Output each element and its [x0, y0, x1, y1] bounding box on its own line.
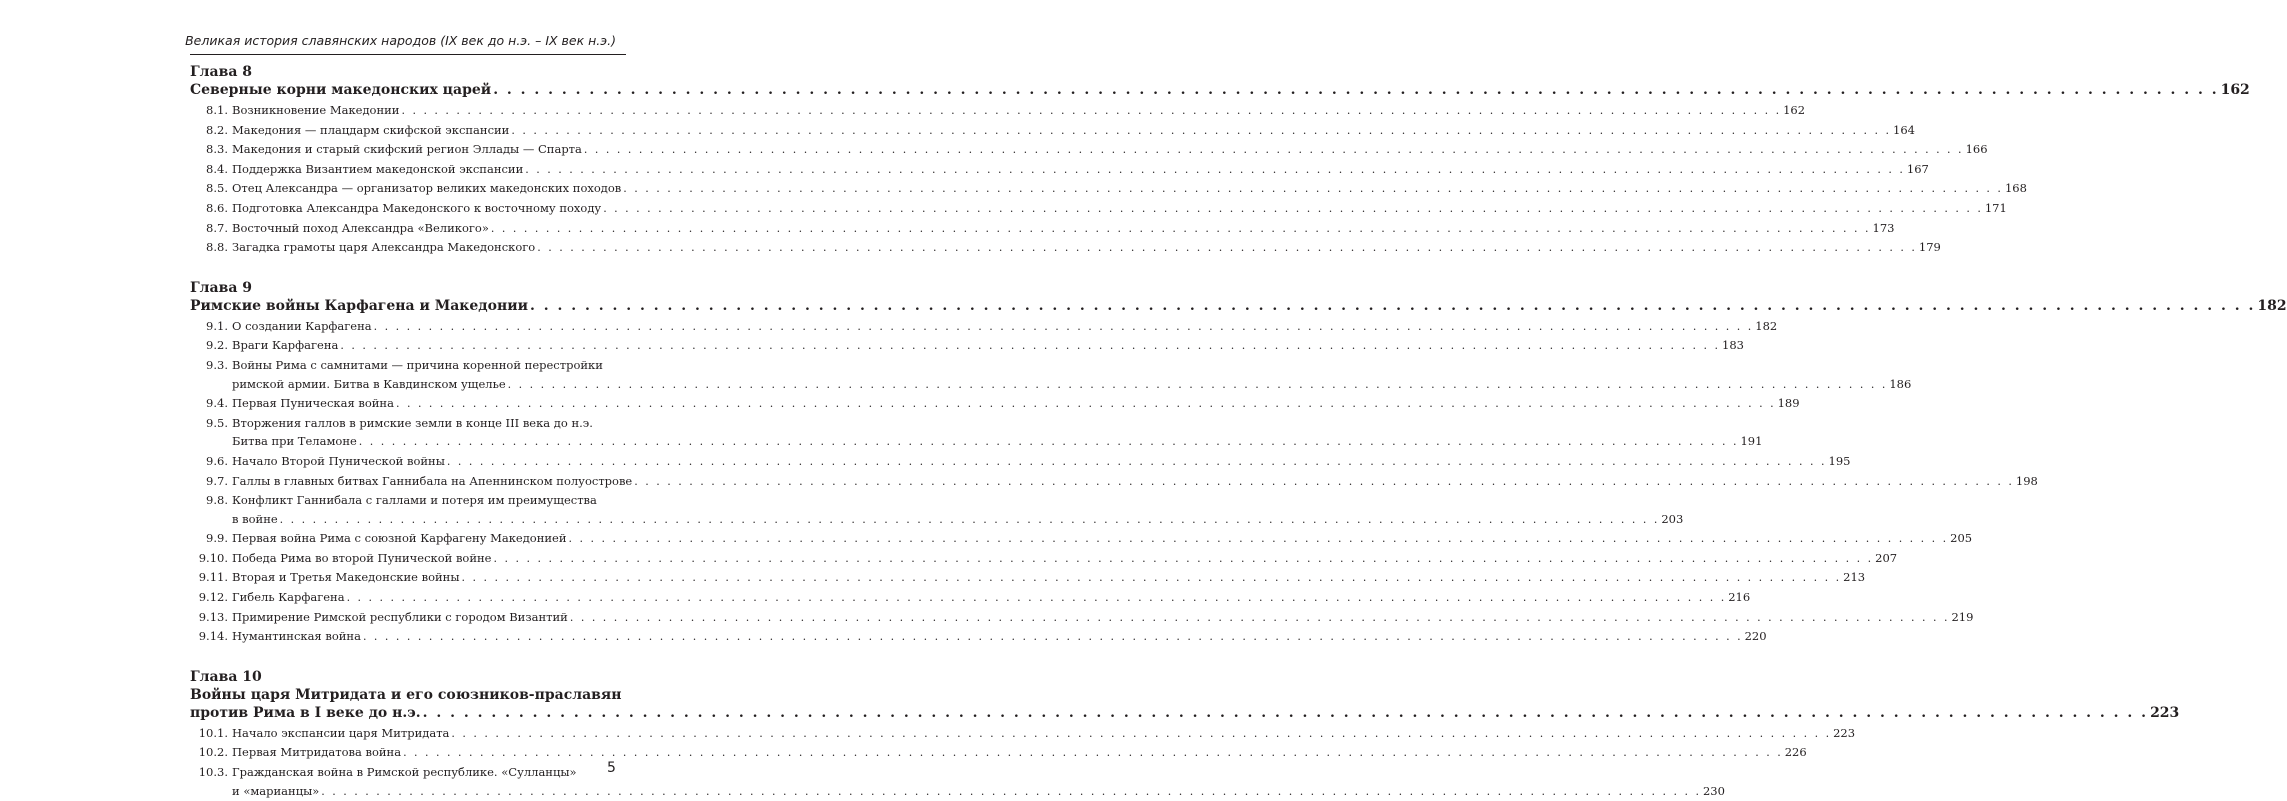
entry-number: 8.1. [206, 103, 228, 117]
entry-row [232, 782, 1725, 801]
toc-entry[interactable] [190, 140, 1988, 160]
entry-row [232, 179, 2027, 199]
entry-body [232, 238, 1941, 258]
toc-entry[interactable] [190, 336, 1744, 356]
entry-body [232, 219, 1894, 239]
entry-number: 10.3. [198, 765, 228, 780]
chapter-title-line[interactable]: Войны царя Митридата и его союзников-праславян [190, 686, 622, 703]
toc-entry[interactable] [190, 472, 2038, 492]
entry-row [232, 529, 1972, 549]
chapter-title[interactable]: Римские войны Карфагена и Македонии [190, 297, 528, 314]
entry-page: 167 [1906, 161, 1929, 176]
entry-number: 10.1. [198, 725, 228, 740]
entry-row [232, 549, 1897, 569]
entry-body [232, 588, 1750, 608]
entry-title[interactable]: Битва при Теламоне [232, 434, 357, 449]
entry-page: 191 [1740, 434, 1763, 449]
entry-body [232, 101, 1805, 121]
entry-page: 186 [1889, 376, 1912, 391]
entry-body [232, 179, 2027, 199]
entry-body [232, 491, 1683, 529]
entry-page: 213 [1843, 570, 1866, 585]
entry-body [232, 724, 1855, 744]
entry-number: 9.8. [206, 493, 228, 508]
entry-body [232, 452, 1850, 472]
dot-leader [340, 337, 1720, 356]
chapter-page: 223 [2150, 704, 2180, 721]
entry-body [232, 608, 1973, 628]
chapter-page: 182 [2257, 297, 2287, 314]
entry-body [232, 336, 1744, 356]
entry-number: 8.6. [206, 200, 228, 215]
toc-entry[interactable] [190, 414, 1763, 452]
dot-leader [359, 433, 1739, 452]
entry-row [232, 394, 1800, 414]
entry-row [232, 608, 1973, 628]
toc-entry[interactable] [190, 394, 1800, 414]
dot-leader [401, 102, 1781, 121]
entry-number: 9.12. [198, 590, 228, 605]
entry-page: 219 [1951, 609, 1974, 624]
dot-leader [530, 297, 2255, 315]
entry-row [232, 588, 1750, 608]
entry-body [232, 356, 1911, 394]
toc-entry[interactable] [190, 568, 1866, 588]
entry-title[interactable]: Подготовка Александра Македонского к восточному походу [232, 200, 602, 215]
entry-page: 195 [1828, 453, 1851, 468]
entry-row [232, 238, 1941, 258]
entry-row [232, 121, 1915, 141]
toc-entry[interactable] [190, 588, 1751, 608]
dot-leader [363, 628, 1743, 647]
toc-entry[interactable] [190, 179, 2027, 199]
dot-leader [569, 530, 1949, 549]
entry-body [232, 627, 1767, 647]
entry-row [232, 724, 1855, 744]
entry-page: 220 [1744, 629, 1767, 644]
dot-leader [634, 473, 2014, 492]
chapter-label: Глава 8 [190, 64, 253, 80]
toc-entry[interactable] [190, 452, 1851, 472]
chapter-label: Глава 9 [190, 279, 253, 296]
entry-page: 164 [1893, 122, 1915, 137]
entry-page: 216 [1728, 590, 1751, 605]
toc-entry[interactable] [190, 101, 1806, 121]
entry-page: 207 [1875, 550, 1898, 565]
dot-leader [280, 511, 1660, 530]
entry-title[interactable]: Поддержка Византием македонской экспансии [232, 161, 524, 176]
entry-page: 168 [2004, 181, 2027, 196]
entry-title[interactable]: Первая Митридатова война [232, 745, 402, 760]
page-number: 5 [607, 760, 616, 776]
entry-number: 9.14. [198, 629, 228, 644]
entry-number: 9.9. [206, 531, 228, 546]
dot-leader [347, 589, 1727, 608]
entry-page: 189 [1777, 396, 1800, 411]
entry-number: 8.2. [206, 122, 228, 137]
entry-body [232, 763, 1725, 801]
entry-body [232, 549, 1897, 569]
toc-entry[interactable] [190, 724, 1856, 744]
chapter-title-row[interactable] [190, 704, 2180, 722]
entry-page: 179 [1918, 240, 1941, 255]
entry-number: 8.8. [206, 240, 228, 255]
toc-entry[interactable] [190, 627, 1767, 647]
entry-number: 8.3. [206, 142, 228, 157]
entry-title[interactable]: Галлы в главных битвах Ганнибала на Апеннинском полуострове [232, 473, 633, 488]
entry-title-line[interactable]: Вторжения галлов в римские земли в конце III века до н.э. [232, 415, 593, 430]
entry-row [232, 101, 1805, 121]
entry-title[interactable]: Македония — плацдарм скифской экспансии [232, 122, 510, 137]
dot-leader [570, 609, 1950, 628]
chapter-section [190, 668, 2180, 801]
entry-page: 173 [1872, 220, 1895, 235]
dot-leader [494, 550, 1874, 569]
chapter-title-row[interactable] [190, 297, 2287, 315]
entry-number: 9.2. [206, 338, 228, 353]
entry-row [232, 743, 1807, 763]
toc-entry[interactable] [190, 743, 1807, 763]
dot-leader [584, 141, 1964, 160]
entry-title[interactable]: римской армии. Битва в Кавдинском ущелье [232, 376, 506, 391]
toc-entry[interactable] [190, 356, 1912, 394]
entry-title[interactable]: в войне [232, 511, 278, 526]
entry-page: 205 [1950, 531, 1973, 546]
entry-title[interactable]: О создании Карфагена [232, 318, 372, 333]
entry-body [232, 394, 1800, 414]
entry-title-line[interactable]: Войны Рима с самнитами — причина коренной перестройки [232, 357, 603, 372]
dot-leader [508, 376, 1888, 395]
entry-page: 182 [1755, 318, 1778, 333]
entry-number: 10.2. [198, 745, 228, 760]
entry-number: 8.7. [206, 220, 228, 235]
dot-leader [396, 395, 1776, 414]
entry-title[interactable]: Вторая и Третья Македонские войны [232, 570, 460, 585]
entry-page: 223 [1833, 725, 1856, 740]
entry-body [232, 121, 1915, 141]
entry-page: 198 [2015, 473, 2038, 488]
dot-leader [447, 453, 1827, 472]
entry-number: 8.5. [206, 181, 228, 196]
dot-leader [321, 783, 1701, 801]
dot-leader [461, 569, 1841, 588]
entry-title[interactable]: Враги Карфагена [232, 338, 339, 353]
entry-number: 9.7. [206, 473, 228, 488]
entry-title[interactable]: Отец Александра — организатор великих македонских походов [232, 181, 622, 196]
toc-entry[interactable] [190, 219, 1895, 239]
entry-title[interactable]: Нумантинская война [232, 629, 361, 644]
entry-number: 9.3. [206, 357, 228, 372]
entry-body [232, 568, 1865, 588]
entry-title-line[interactable]: Конфликт Ганнибала с галлами и потеря им преимущества [232, 493, 597, 508]
entry-number: 9.5. [206, 415, 228, 430]
entry-row [232, 336, 1744, 356]
entry-title[interactable]: Загадка грамоты царя Александра Македонского [232, 240, 536, 255]
toc-entry[interactable] [190, 199, 2007, 219]
dot-leader [423, 704, 2148, 722]
entry-body [232, 160, 1929, 180]
entry-row [232, 375, 1911, 395]
running-header [185, 28, 626, 55]
entry-title[interactable]: Восточный поход Александра «Великого» [232, 220, 489, 235]
entry-page: 171 [1984, 200, 2007, 215]
entry-page: 230 [1702, 783, 1725, 798]
dot-leader [603, 200, 1983, 219]
toc-entry[interactable] [190, 549, 1898, 569]
toc-entry[interactable] [190, 529, 1973, 549]
entry-title[interactable]: Победа Рима во второй Пунической войне [232, 550, 492, 565]
toc-entry[interactable] [190, 763, 1725, 801]
entry-number: 9.11. [198, 570, 228, 585]
toc-entry[interactable] [190, 160, 1929, 180]
entry-row [232, 160, 1929, 180]
entry-row [232, 452, 1850, 472]
entry-body [232, 529, 1972, 549]
entry-number: 9.1. [206, 318, 228, 333]
entry-body [232, 317, 1777, 337]
entry-page: 226 [1784, 745, 1807, 760]
dot-leader [525, 161, 1905, 180]
chapter-section [190, 63, 2250, 258]
toc-entry[interactable] [190, 121, 1915, 141]
chapter-title-row[interactable] [190, 81, 2250, 99]
entry-page: 203 [1661, 511, 1684, 526]
entry-row [232, 199, 2007, 219]
entry-title-line[interactable]: Гражданская война в Римской республике. «Сулланцы» [232, 765, 577, 780]
entry-title[interactable]: Возникновение Македонии [232, 103, 400, 117]
dot-leader [537, 239, 1917, 258]
entry-title[interactable]: Первая война Рима с союзной Карфагену Македонией [232, 531, 567, 546]
entry-number: 8.4. [206, 161, 228, 176]
entry-title[interactable]: Начало Второй Пунической войны [232, 453, 445, 468]
entry-title[interactable]: Начало экспансии царя Митридата [232, 725, 450, 740]
table-of-contents [190, 63, 2287, 801]
entry-row [232, 140, 1988, 160]
toc-entry[interactable] [190, 491, 1684, 529]
entry-page: 166 [1965, 142, 1988, 157]
entry-row [232, 627, 1767, 647]
dot-leader [511, 122, 1891, 141]
entry-number: 9.4. [206, 396, 228, 411]
chapter-title[interactable]: Северные корни македонских царей [190, 82, 492, 98]
entry-page: 183 [1722, 338, 1744, 353]
entry-body [232, 414, 1762, 452]
dot-leader [491, 220, 1871, 239]
dot-leader [374, 318, 1754, 337]
entry-row [232, 568, 1865, 588]
entry-body [232, 199, 2007, 219]
toc-entry[interactable] [190, 608, 1974, 628]
dot-leader [493, 81, 2218, 99]
entry-row [232, 510, 1683, 530]
entry-title[interactable]: Македония и старый скифский регион Эллады — Спарта [232, 142, 582, 157]
dot-leader [623, 180, 2003, 199]
entry-body [232, 140, 1988, 160]
chapter-page: 162 [2220, 82, 2250, 98]
dot-leader [451, 725, 1831, 744]
chapter-label: Глава 10 [190, 668, 262, 685]
entry-row [232, 472, 2038, 492]
entry-title[interactable]: Первая Пуническая война [232, 396, 394, 411]
entry-number: 9.13. [198, 609, 228, 624]
toc-entry[interactable] [190, 317, 1778, 337]
toc-entry[interactable] [190, 238, 1941, 258]
entry-body [232, 472, 2038, 492]
entry-title[interactable]: Примирение Римской республики с городом Византий [232, 609, 568, 624]
entry-number: 9.10. [198, 550, 228, 565]
entry-row [232, 219, 1894, 239]
entry-title[interactable]: Гибель Карфагена [232, 590, 345, 605]
running-title: Великая история славянских народов (IX век до н.э. – IX век н.э.) [185, 33, 616, 48]
entry-title[interactable]: и «марианцы» [232, 783, 320, 798]
entry-row [232, 432, 1762, 452]
entry-body [232, 743, 1807, 763]
entry-page: 162 [1783, 103, 1806, 117]
entry-number: 9.6. [206, 453, 228, 468]
chapter-section [190, 279, 2287, 647]
chapter-title[interactable]: против Рима в I веке до н.э. [190, 704, 421, 721]
entry-row [232, 317, 1777, 337]
